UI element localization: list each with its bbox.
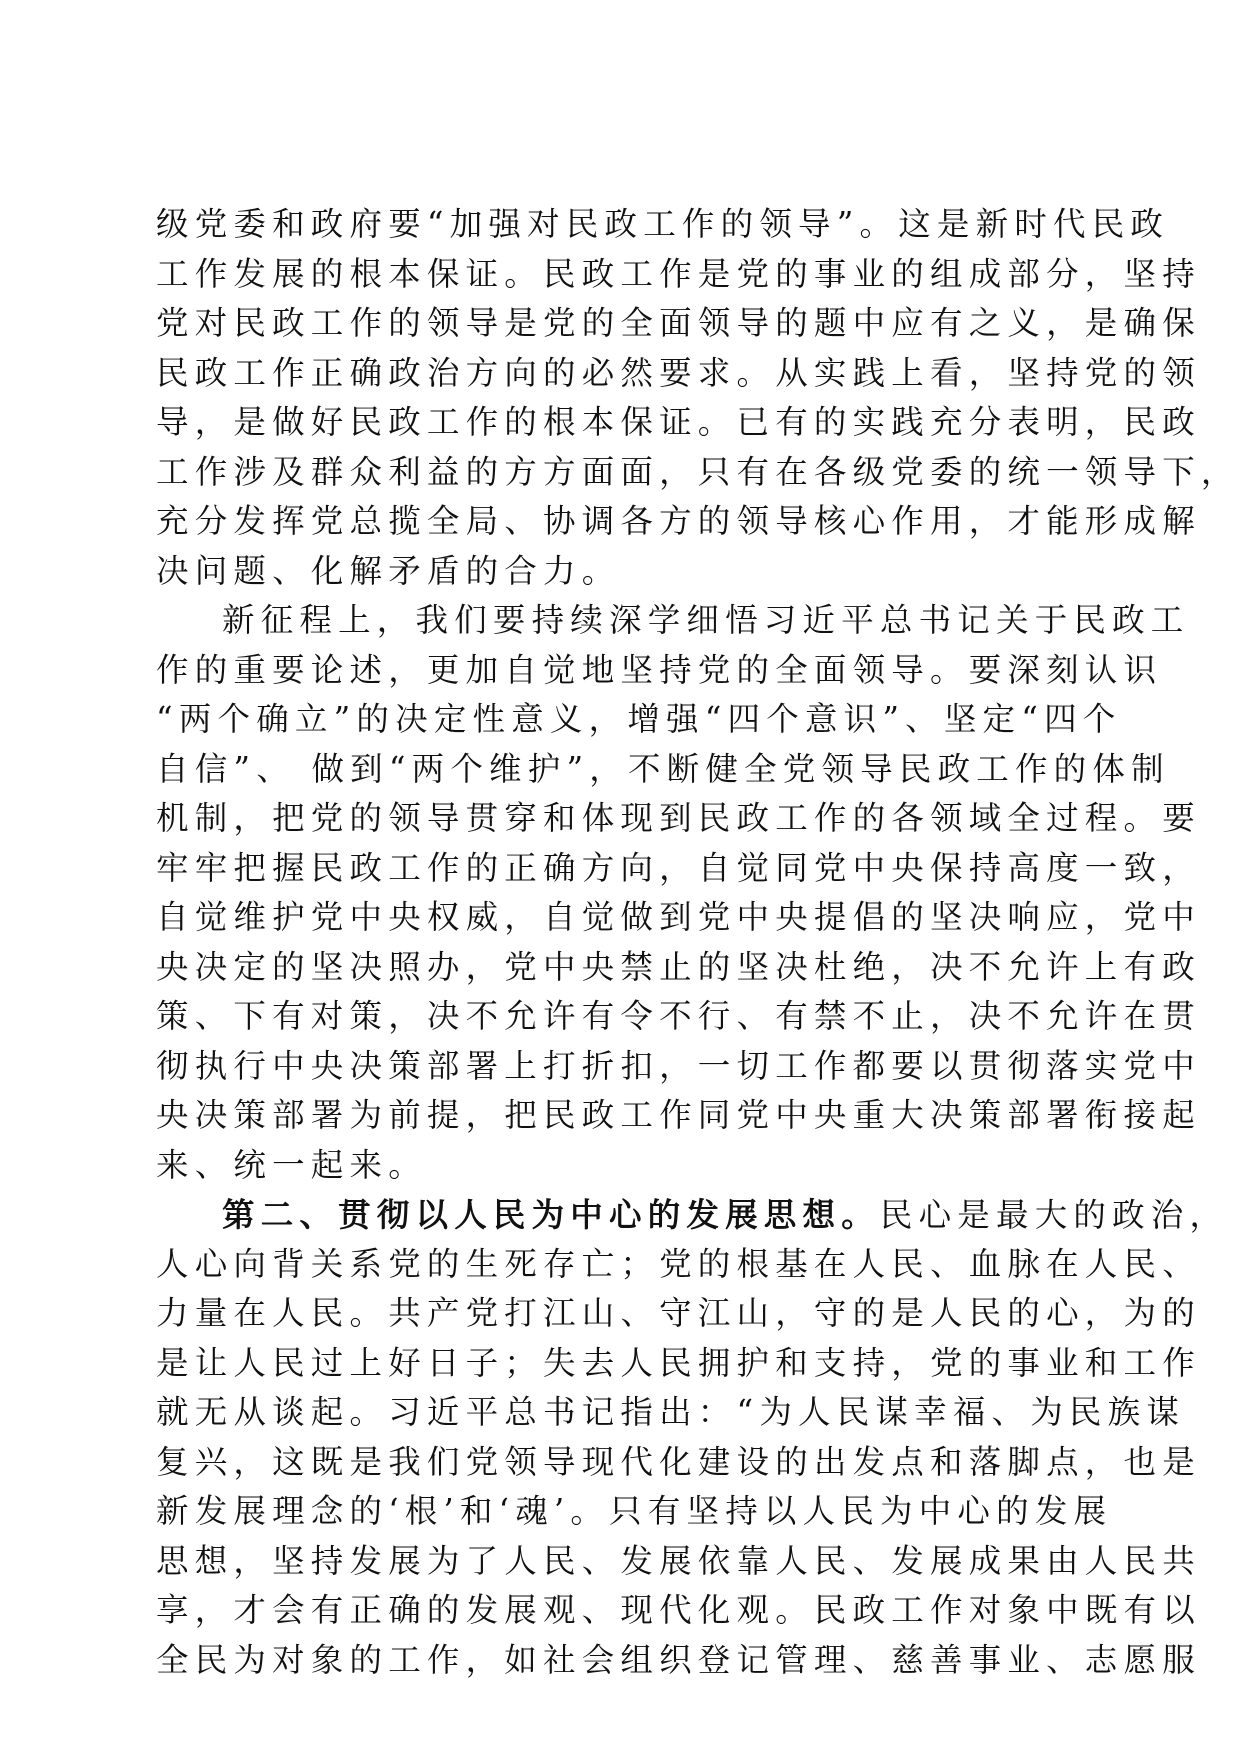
text-line: 策、下有对策，决不允许有令不行、有禁不止，决不允许在贯 bbox=[156, 997, 1201, 1035]
text-line: 机制，把党的领导贯穿和体现到民政工作的各领域全过程。要 bbox=[156, 799, 1201, 837]
text-line: 就无从谈起。习近平总书记指出：“为人民谋幸福、为民族谋 bbox=[156, 1393, 1186, 1431]
text-line: 思想，坚持发展为了人民、发展依靠人民、发展成果由人民共 bbox=[156, 1541, 1201, 1580]
text-line: 民政工作正确政治方向的必然要求。从实践上看，坚持党的领 bbox=[156, 353, 1201, 392]
text-line: 央决定的坚决照办，党中央禁止的坚决杜绝，决不允许上有政 bbox=[156, 947, 1201, 986]
text-line: 力量在人民。共产党打江山、守江山，守的是人民的心，为的 bbox=[156, 1294, 1201, 1332]
text-line: 牢牢把握民政工作的正确方向，自觉同党中央保持高度一致， bbox=[156, 848, 1201, 887]
text-line: 自信”、 做到“两个维护”，不断健全党领导民政工作的体制 bbox=[156, 749, 1170, 788]
heading-line-rest: 民心是最大的政治， bbox=[879, 1196, 1229, 1234]
text-line: 央决策部署为前提，把民政工作同党中央重大决策部署衔接起 bbox=[156, 1096, 1201, 1134]
paragraph-3 bbox=[156, 1190, 1229, 1685]
paragraph-1 bbox=[156, 200, 1240, 596]
text-line: 作的重要论述，更加自觉地坚持党的全面领导。要深刻认识 bbox=[156, 650, 1163, 689]
text-line: 自觉维护党中央权威，自觉做到党中央提倡的坚决响应，党中 bbox=[156, 898, 1201, 936]
text-line bbox=[156, 1190, 1229, 1240]
text-line: 是让人民过上好日子；失去人民拥护和支持，党的事业和工作 bbox=[156, 1343, 1201, 1382]
text-line: 彻执行中央决策部署上打折扣，一切工作都要以贯彻落实党中 bbox=[156, 1046, 1201, 1085]
text-line: 导，是做好民政工作的根本保证。已有的实践充分表明，民政 bbox=[156, 403, 1201, 441]
text-line: 新征程上，我们要持续深学细悟习近平总书记关于民政工 bbox=[222, 601, 1190, 639]
text-line: 全民为对象的工作，如社会组织登记管理、慈善事业、志愿服 bbox=[156, 1640, 1201, 1679]
body-text bbox=[156, 200, 1240, 1685]
text-line: 复兴，这既是我们党领导现代化建设的出发点和落脚点，也是 bbox=[156, 1442, 1201, 1481]
text-line: 新发展理念的‘根’和‘魂’。只有坚持以人民为中心的发展 bbox=[156, 1492, 1113, 1530]
text-line: 级党委和政府要“加强对民政工作的领导”。这是新时代民政 bbox=[156, 205, 1170, 243]
text-line: 决问题、化解矛盾的合力。 bbox=[156, 551, 621, 590]
text-line: 充分发挥党总揽全局、协调各方的领导核心作用，才能形成解 bbox=[156, 502, 1201, 540]
text-line: 来、统一起来。 bbox=[156, 1145, 427, 1184]
text-line: 党对民政工作的领导是党的全面领导的题中应有之义，是确保 bbox=[156, 304, 1201, 342]
text-line: 工作涉及群众利益的方方面面，只有在各级党委的统一领导下， bbox=[156, 452, 1240, 491]
text-line: 工作发展的根本保证。民政工作是党的事业的组成部分，坚持 bbox=[156, 254, 1201, 293]
text-line: “两个确立”的决定性意义，增强“四个意识”、坚定“四个 bbox=[156, 700, 1122, 738]
text-line: 人心向背关系党的生死存亡；党的根基在人民、血脉在人民、 bbox=[156, 1244, 1201, 1283]
section-heading: 第二、贯彻以人民为中心的发展思想。 bbox=[222, 1195, 880, 1234]
text-line: 享，才会有正确的发展观、现代化观。民政工作对象中既有以 bbox=[156, 1591, 1201, 1629]
paragraph-2 bbox=[156, 596, 1201, 1190]
